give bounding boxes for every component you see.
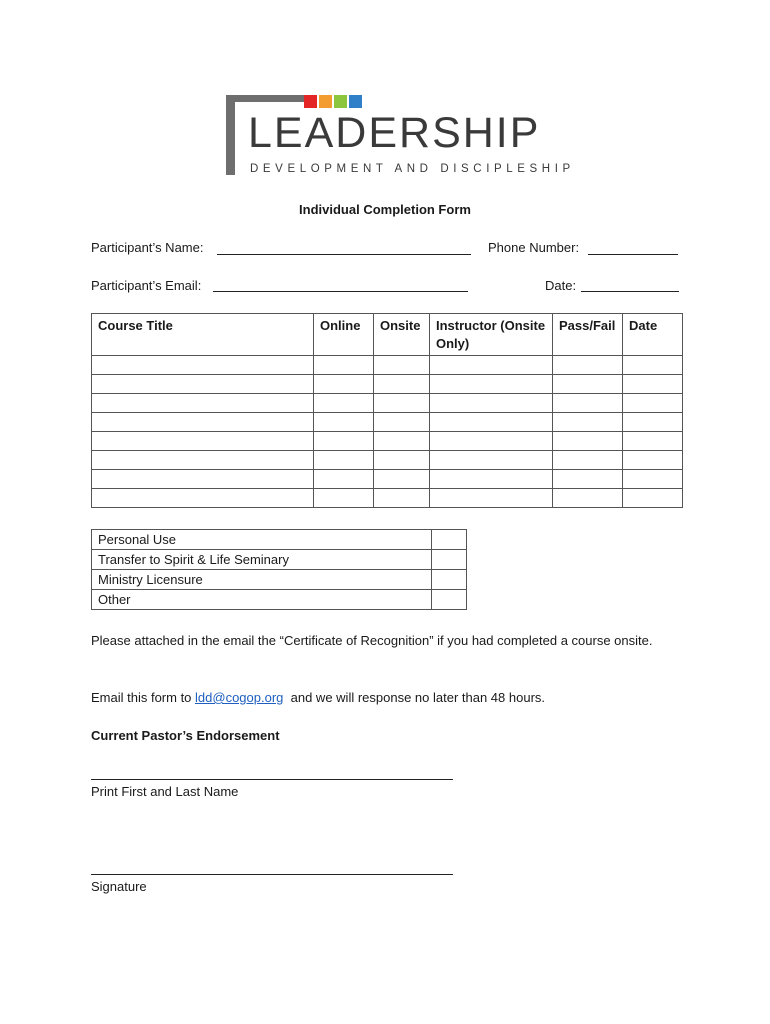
course-table-cell[interactable] (374, 489, 430, 508)
use-option-label: Ministry Licensure (92, 570, 432, 590)
participant-name-field[interactable] (217, 254, 471, 255)
course-table-cell[interactable] (430, 489, 553, 508)
course-table-cell[interactable] (314, 470, 374, 489)
course-table-cell[interactable] (623, 413, 683, 432)
course-table-cell[interactable] (430, 356, 553, 375)
email-link[interactable]: ldd@cogop.org (195, 690, 284, 705)
course-table-cell[interactable] (430, 470, 553, 489)
email-suffix: and we will response no later than 48 hours. (283, 690, 546, 705)
course-table-cell[interactable] (553, 413, 623, 432)
course-table-row (92, 432, 683, 451)
use-option-checkbox[interactable] (432, 550, 467, 570)
use-option-row (92, 530, 467, 550)
use-option-row (92, 550, 467, 570)
certificate-note: Please attached in the email the “Certificate of Recognition” if you had completed a course onsite. (91, 633, 653, 648)
course-table-cell[interactable] (374, 413, 430, 432)
date-field[interactable] (581, 291, 679, 292)
course-table-cell[interactable] (374, 394, 430, 413)
phone-field[interactable] (588, 254, 678, 255)
course-table-cell[interactable] (374, 375, 430, 394)
phone-label: Phone Number: (488, 240, 580, 255)
course-table-cell[interactable] (92, 451, 314, 470)
logo-square-green (334, 95, 347, 108)
use-option-checkbox[interactable] (432, 590, 467, 610)
col-onsite: Onsite (374, 314, 430, 356)
course-table-row (92, 375, 683, 394)
use-option-label: Other (92, 590, 432, 610)
use-option-label: Transfer to Spirit & Life Seminary (92, 550, 432, 570)
logo-square-blue (349, 95, 362, 108)
course-table-cell[interactable] (374, 470, 430, 489)
col-instructor: Instructor (Onsite Only) (430, 314, 553, 356)
col-pass-fail: Pass/Fail (553, 314, 623, 356)
use-option-row (92, 570, 467, 590)
course-table-row (92, 394, 683, 413)
participant-email-label: Participant’s Email: (91, 278, 202, 293)
course-table-cell[interactable] (314, 489, 374, 508)
course-table-cell[interactable] (314, 375, 374, 394)
course-table-cell[interactable] (92, 413, 314, 432)
course-table-header-row (92, 314, 683, 356)
col-date: Date (623, 314, 683, 356)
print-name-label: Print First and Last Name (91, 784, 239, 799)
email-instruction (91, 688, 691, 708)
logo-main-text: LEADERSHIP (248, 109, 541, 157)
logo-bracket-top (226, 95, 304, 102)
course-table-cell[interactable] (553, 356, 623, 375)
course-table-row (92, 489, 683, 508)
use-option-row (92, 590, 467, 610)
participant-email-field[interactable] (213, 291, 468, 292)
endorsement-heading: Current Pastor’s Endorsement (91, 728, 280, 743)
print-name-line[interactable] (91, 779, 453, 780)
signature-line[interactable] (91, 874, 453, 875)
course-table-cell[interactable] (623, 375, 683, 394)
course-table-cell[interactable] (92, 356, 314, 375)
logo-square-red (304, 95, 317, 108)
course-table-row (92, 451, 683, 470)
course-table-cell[interactable] (92, 489, 314, 508)
course-table-cell[interactable] (374, 432, 430, 451)
course-table-cell[interactable] (430, 451, 553, 470)
course-table-cell[interactable] (92, 394, 314, 413)
email-prefix: Email this form to (91, 690, 196, 705)
use-options-table (91, 529, 467, 610)
logo-sub-text: DEVELOPMENT AND DISCIPLESHIP (250, 163, 575, 175)
course-table-cell[interactable] (430, 432, 553, 451)
course-table-row (92, 356, 683, 375)
course-table-cell[interactable] (430, 413, 553, 432)
use-option-label: Personal Use (92, 530, 432, 550)
course-table-cell[interactable] (623, 432, 683, 451)
course-table-cell[interactable] (314, 432, 374, 451)
course-table-cell[interactable] (553, 489, 623, 508)
course-table-cell[interactable] (553, 432, 623, 451)
course-table-cell[interactable] (553, 375, 623, 394)
form-title: Individual Completion Form (299, 202, 471, 217)
course-table-cell[interactable] (553, 451, 623, 470)
date-label: Date: (545, 278, 577, 293)
course-table-cell[interactable] (314, 451, 374, 470)
use-option-checkbox[interactable] (432, 570, 467, 590)
course-table-cell[interactable] (623, 394, 683, 413)
course-table-cell[interactable] (374, 356, 430, 375)
course-table-cell[interactable] (92, 470, 314, 489)
course-table-cell[interactable] (430, 375, 553, 394)
course-table-cell[interactable] (92, 375, 314, 394)
signature-label: Signature (91, 879, 147, 894)
course-table-cell[interactable] (623, 356, 683, 375)
use-option-checkbox[interactable] (432, 530, 467, 550)
course-table-cell[interactable] (623, 489, 683, 508)
logo-square-orange (319, 95, 332, 108)
course-table-cell[interactable] (314, 356, 374, 375)
course-table-cell[interactable] (92, 432, 314, 451)
course-table-row (92, 470, 683, 489)
course-table-cell[interactable] (553, 470, 623, 489)
participant-name-label: Participant’s Name: (91, 240, 204, 255)
course-table-cell[interactable] (623, 470, 683, 489)
course-table-cell[interactable] (553, 394, 623, 413)
course-table-cell[interactable] (374, 451, 430, 470)
logo-bracket-left (226, 95, 235, 175)
course-table-row (92, 413, 683, 432)
col-course-title: Course Title (92, 314, 314, 356)
course-table-cell[interactable] (314, 394, 374, 413)
course-table-cell[interactable] (623, 451, 683, 470)
course-table-cell[interactable] (430, 394, 553, 413)
course-table (91, 313, 683, 508)
col-online: Online (314, 314, 374, 356)
course-table-cell[interactable] (314, 413, 374, 432)
